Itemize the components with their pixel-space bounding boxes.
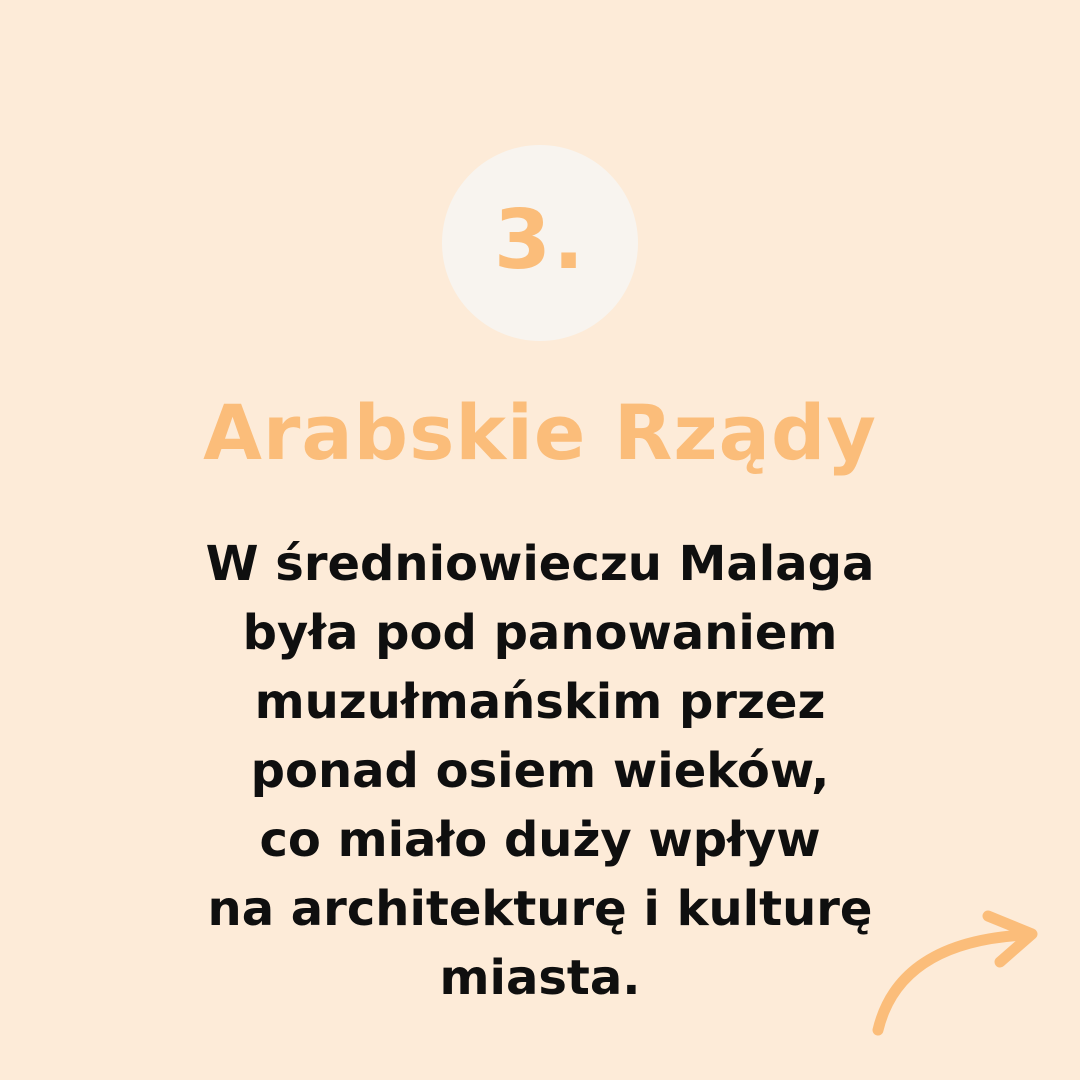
step-number-badge: [442, 145, 638, 341]
slide-title: Arabskie Rządy: [203, 388, 877, 477]
body-line: co miało duży wpływ: [259, 812, 821, 868]
body-line: W średniowieczu Malaga: [205, 536, 875, 592]
body-line: muzułmańskim przez: [254, 674, 826, 730]
curved-arrow-right-icon[interactable]: [860, 900, 1050, 1040]
body-line: ponad osiem wieków,: [250, 743, 830, 799]
step-number: 3.: [493, 192, 587, 288]
body-line: na architekturę i kulturę: [207, 881, 873, 937]
body-line: była pod panowaniem: [242, 605, 838, 661]
body-line: miasta.: [439, 950, 641, 1006]
